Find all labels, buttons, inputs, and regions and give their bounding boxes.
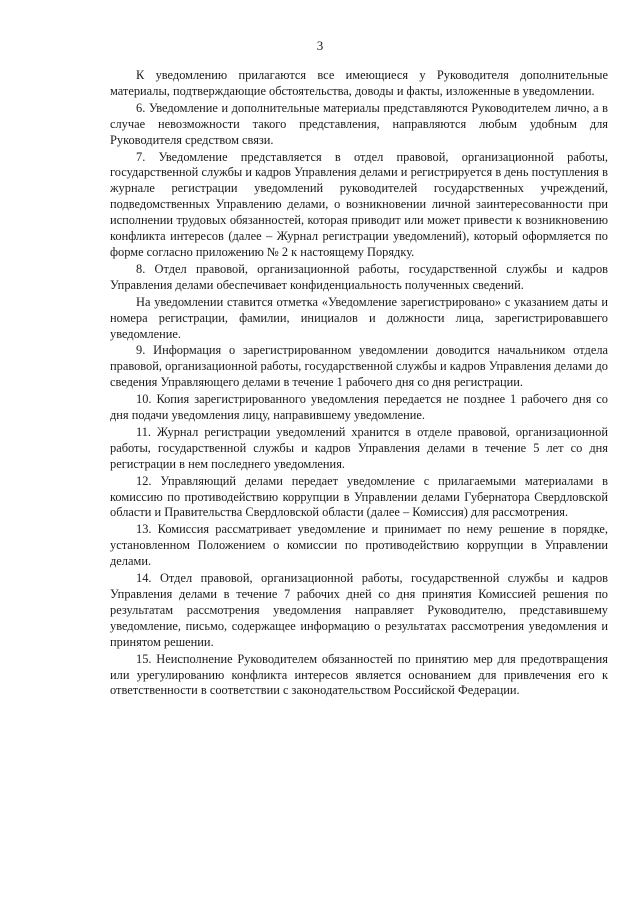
document-body <box>110 68 608 700</box>
paragraph-7: 7. Уведомление представляется в отдел правовой, организационной работы, государственной службы и кадров Управления делами и регистрируется в день поступления в журнале регистрации уведомлений руководителей государственных учреждений, подведомственных Управлению делами, о возникновении личной заинтересованности при исполнении трудовых обязанностей, которая приводит или может привести к возникновению конфликта интересов (далее – Журнал регистрации уведомлений), который оформляется по форме согласно приложению № 2 к настоящему Порядку. <box>110 149 608 259</box>
paragraph-15: 15. Неисполнение Руководителем обязанностей по принятию мер для предотвращения или урегулированию конфликта интересов является основанием для привлечения его к ответственности в соответствии с законодательством Российской Федерации. <box>110 651 608 698</box>
paragraph-9: 9. Информация о зарегистрированном уведомлении доводится начальником отдела правовой, организационной работы, государственной службы и кадров Управления делами до сведения Управляющего делами в течение 1 рабочего дня со дня регистрации. <box>110 343 608 390</box>
paragraph-13: 13. Комиссия рассматривает уведомление и принимает по нему решение в порядке, установленном Положением о комиссии по противодействию коррупции в Управлении делами. <box>110 522 608 569</box>
paragraph-14: 14. Отдел правовой, организационной работы, государственной службы и кадров Управления делами в течение 7 рабочих дней со дня принятия Комиссией решения по результатам рассмотрения уведомления направляет Руководителю, представившему уведомление, письмо, содержащее информацию о результатах рассмотрения уведомления и принятом решении. <box>110 571 608 649</box>
paragraph-11: 11. Журнал регистрации уведомлений хранится в отделе правовой, организационной работы, государственной службы и кадров Управления делами в течение 5 лет со дня регистрации в нем последнего уведомления. <box>110 424 608 471</box>
paragraph-8: 8. Отдел правовой, организационной работы, государственной службы и кадров Управления делами обеспечивает конфиденциальность полученных сведений. <box>110 261 608 292</box>
paragraph-attachments: К уведомлению прилагаются все имеющиеся у Руководителя дополнительные материалы, подтверждающие обстоятельства, доводы и факты, изложенные в уведомлении. <box>110 68 608 98</box>
paragraph-registration-mark: На уведомлении ставится отметка «Уведомление зарегистрировано» с указанием даты и номера регистрации, фамилии, инициалов и должности лица, зарегистрировавшего уведомление. <box>110 294 608 341</box>
page-number: 3 <box>316 38 324 53</box>
paragraph-10: 10. Копия зарегистрированного уведомления передается не позднее 1 рабочего дня со дня подачи уведомления лицу, направившему уведомление. <box>110 392 608 423</box>
paragraph-12: 12. Управляющий делами передает уведомление с прилагаемыми материалами в комиссию по противодействию коррупции в Управлении делами Губернатора Свердловской области и Правительства Свердловской области (далее – Комиссия) для рассмотрения. <box>110 473 608 520</box>
paragraph-6: 6. Уведомление и дополнительные материалы представляются Руководителем лично, а в случае невозможности такого представления, направляются любым удобным для Руководителя средством связи. <box>110 100 608 147</box>
